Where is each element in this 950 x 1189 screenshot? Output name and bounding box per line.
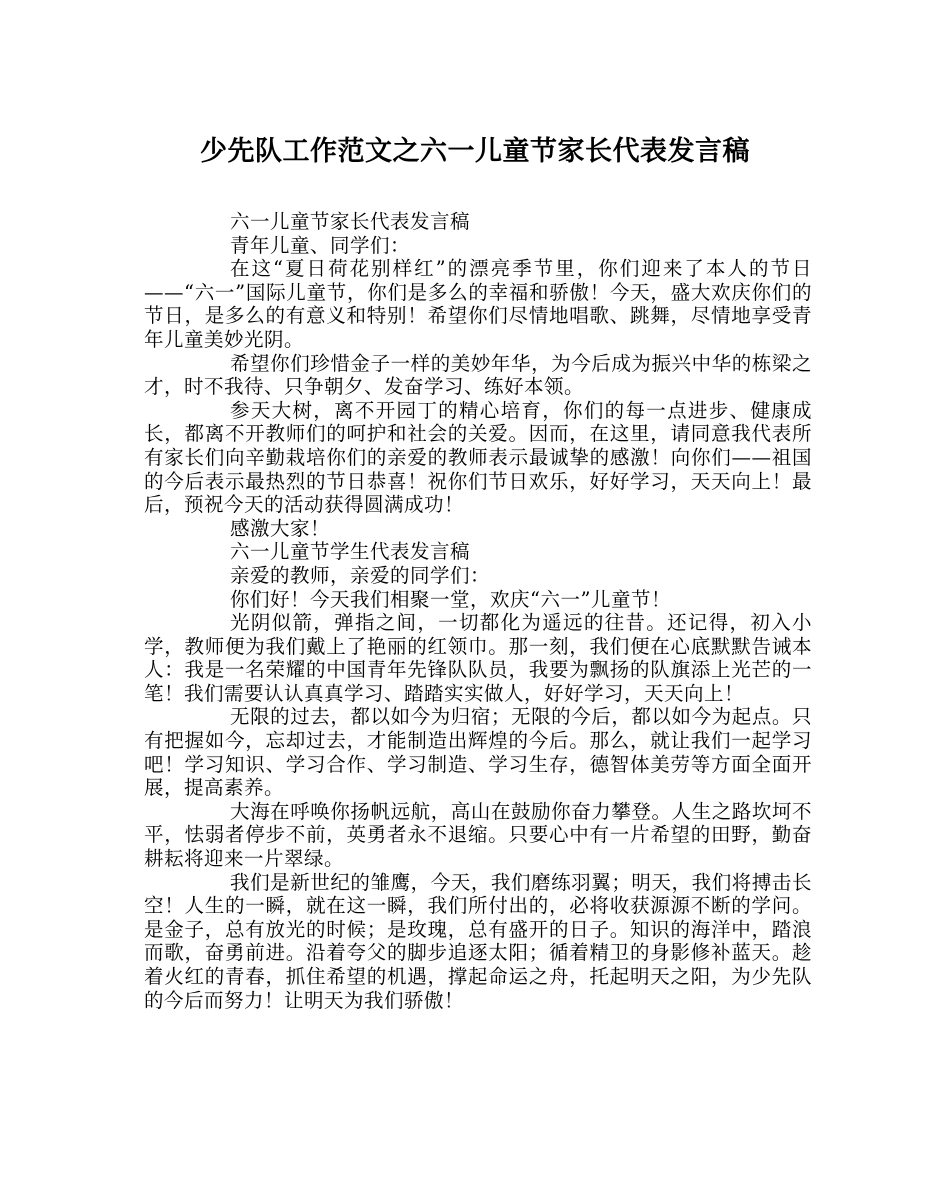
paragraph: 大海在呼唤你扬帆远航，高山在鼓励你奋力攀登。人生之路坎坷不平，怯弱者停步不前，英勇者永不退缩。只要心中有一片希望的田野，勤奋耕耘将迎来一片翠绿。: [144, 799, 812, 871]
paragraph-greeting-student: 亲爱的教师，亲爱的同学们：: [230, 563, 491, 587]
paragraph: 光阴似箭，弹指之间，一切都化为遥远的往昔。还记得，初入小学，教师便为我们戴上了艳丽的红领巾。那一刻，我们便在心底默默告诫本人：我是一名荣耀的中国青年先锋队队员，我要为飘扬的队旗添上光芒的一笔！我们需要认认真真学习、踏踏实实做人，好好学习，天天向上！: [144, 611, 812, 705]
document-body: [144, 210, 812, 1012]
paragraph-subtitle-parent: 六一儿童节家长代表发言稿: [230, 210, 471, 233]
paragraph-thanks: 感激大家！: [230, 516, 331, 540]
paragraph: 你们好！今天我们相聚一堂，欢庆“六一”儿童节！: [230, 587, 671, 611]
paragraph: 参天大树，离不开园丁的精心培育，你们的每一点进步、健康成长，都离不开教师们的呵护和社会的关爱。因而，在这里，请同意我代表所有家长们向辛勤栽培你们的亲爱的教师表示最诚挚的感激！向你们——祖国的今后表示最热烈的节日恭喜！祝你们节日欢乐，好好学习，天天向上！最后，预祝今天的活动获得圆满成功！: [144, 398, 812, 517]
paragraph: 在这“夏日荷花别样红”的漂亮季节里，你们迎来了本人的节日——“六一”国际儿童节，你们是多么的幸福和骄傲！今天，盛大欢庆你们的节日，是多么的有意义和特别！希望你们尽情地唱歌、跳舞，尽情地享受青年儿童美妙光阴。: [144, 257, 812, 351]
paragraph: 希望你们珍惜金子一样的美妙年华，为今后成为振兴中华的栋梁之才，时不我待、只争朝夕、发奋学习、练好本领。: [144, 351, 812, 399]
document-title: 少先队工作范文之六一儿童节家长代表发言稿: [200, 136, 750, 167]
paragraph: 无限的过去，都以如今为归宿；无限的今后，都以如今为起点。只有把握如今，忘却过去，才能制造出辉煌的今后。那么，就让我们一起学习吧！学习知识、学习合作、学习制造、学习生存，德智体美劳等方面全面开展，提高素养。: [144, 705, 812, 800]
paragraph-greeting-parent: 青年儿童、同学们：: [230, 233, 411, 257]
paragraph-subtitle-student: 六一儿童节学生代表发言稿: [230, 540, 471, 564]
paragraph: 我们是新世纪的雏鹰，今天，我们磨练羽翼；明天，我们将搏击长空！人生的一瞬，就在这一瞬，我们所付出的，必将收获源源不断的学问。是金子，总有放光的时候；是玫瑰，总有盛开的日子。知识的海洋中，踏浪而歌，奋勇前进。沿着夸父的脚步追逐太阳；循着精卫的身影修补蓝天。趁着火红的青春，抓住希望的机遇，撑起命运之舟，托起明天之阳，为少先队的今后而努力！让明天为我们骄傲！: [144, 870, 812, 1012]
